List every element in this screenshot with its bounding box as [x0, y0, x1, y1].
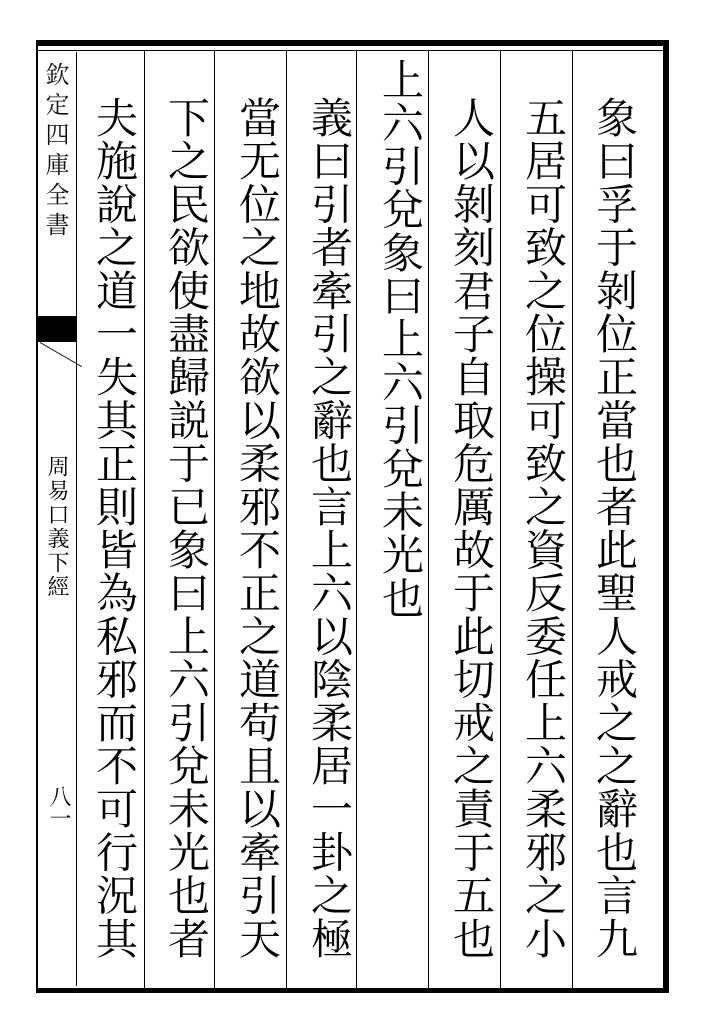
column-rule: [428, 50, 429, 988]
fishtail-mark: [38, 316, 76, 342]
text-column-8: 夫施說之道一失其正則皆為私邪而不可行況其: [90, 96, 139, 960]
column-rule: [286, 50, 287, 988]
gutter-page-number: 八一: [46, 785, 71, 829]
gutter-collection-title: 欽定四庫全書: [41, 62, 69, 242]
page-border-bottom: [36, 988, 668, 993]
column-rule: [572, 50, 573, 988]
text-column-3: 人以剝刻君子自取危厲故于此切戒之責于五也: [447, 96, 496, 960]
gutter-book-title: 周易口義下經: [44, 455, 69, 599]
text-column-1: 象曰孚于剝位正當也者此聖人戒之之辭也言九: [590, 96, 639, 960]
column-rule: [356, 50, 357, 988]
page-border-top-inner: [36, 50, 668, 51]
text-column-7: 下之民欲使盡歸説于已象曰上六引兌未光也者: [162, 96, 211, 960]
text-column-6: 當无位之地故欲以柔邪不正之道苟且以牽引天: [233, 96, 282, 960]
text-column-5: 義曰引者牽引之辭也言上六以陰柔居一卦之極: [305, 96, 354, 960]
column-rule: [500, 50, 501, 988]
page-border-right: [663, 40, 669, 993]
page-border-top: [36, 40, 668, 46]
column-rule: [214, 50, 215, 988]
column-rule: [144, 50, 145, 988]
text-column-4-heading: 上六引兌象曰上六引兌未光也: [376, 58, 425, 620]
text-column-2: 五居可致之位操可致之資反委任上六柔邪之小: [519, 96, 568, 960]
